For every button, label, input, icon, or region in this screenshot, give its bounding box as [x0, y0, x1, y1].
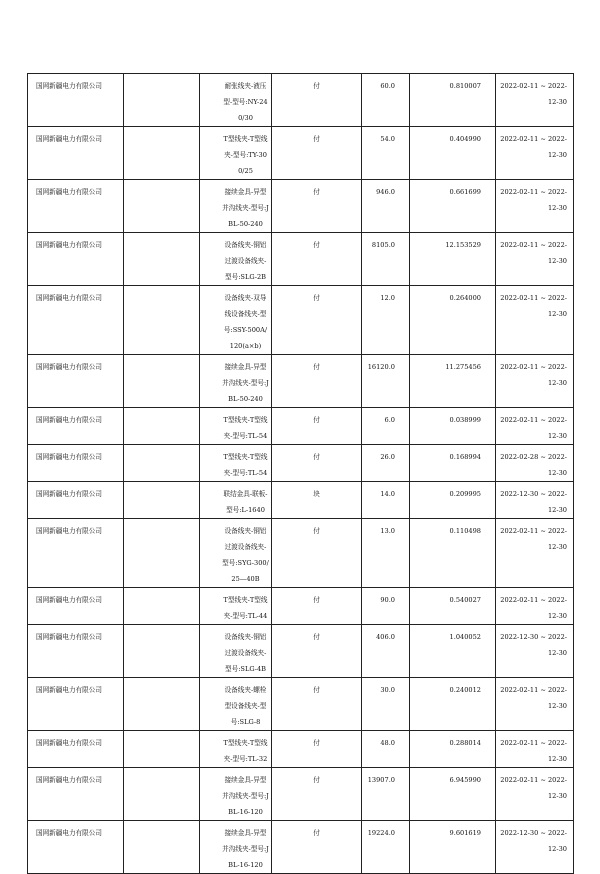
amount-cell: 0.240012 — [410, 678, 496, 731]
period-cell: 2022-02-11 ~ 2022-12-30 — [496, 519, 574, 588]
quantity-cell: 26.0 — [362, 445, 410, 482]
blank-cell — [124, 731, 200, 768]
unit-cell: 付 — [272, 519, 362, 588]
amount-cell: 1.040052 — [410, 625, 496, 678]
document-page — [27, 73, 573, 874]
table-row — [28, 180, 574, 233]
item-name-cell: 接续金具-异型并沟线夹-型号:JBL-16-120 — [200, 821, 272, 874]
table-row — [28, 355, 574, 408]
item-name-cell: T型线夹-T型线夹-型号:TL-54 — [200, 445, 272, 482]
period-cell: 2022-02-11 ~ 2022-12-30 — [496, 408, 574, 445]
item-name-cell: 接续金具-异型并沟线夹-型号:JBL-50-240 — [200, 180, 272, 233]
company-cell: 国网新疆电力有限公司 — [28, 286, 124, 355]
blank-cell — [124, 180, 200, 233]
item-name-cell: 耐张线夹-液压型-型号:NY-240/30 — [200, 74, 272, 127]
table-row — [28, 519, 574, 588]
item-name-cell: T型线夹-T型线夹-型号:TL-44 — [200, 588, 272, 625]
table-row — [28, 588, 574, 625]
company-cell: 国网新疆电力有限公司 — [28, 408, 124, 445]
quantity-cell: 54.0 — [362, 127, 410, 180]
period-cell: 2022-02-11 ~ 2022-12-30 — [496, 127, 574, 180]
period-cell: 2022-12-30 ~ 2022-12-30 — [496, 821, 574, 874]
company-cell: 国网新疆电力有限公司 — [28, 355, 124, 408]
company-cell: 国网新疆电力有限公司 — [28, 127, 124, 180]
blank-cell — [124, 445, 200, 482]
table-row — [28, 768, 574, 821]
amount-cell: 0.209995 — [410, 482, 496, 519]
period-cell: 2022-02-11 ~ 2022-12-30 — [496, 768, 574, 821]
amount-cell: 0.038999 — [410, 408, 496, 445]
unit-cell: 付 — [272, 286, 362, 355]
table-row — [28, 445, 574, 482]
table-row — [28, 625, 574, 678]
quantity-cell: 30.0 — [362, 678, 410, 731]
period-cell: 2022-02-11 ~ 2022-12-30 — [496, 355, 574, 408]
amount-cell: 9.601619 — [410, 821, 496, 874]
table-row — [28, 821, 574, 874]
period-cell: 2022-02-11 ~ 2022-12-30 — [496, 588, 574, 625]
unit-cell: 付 — [272, 355, 362, 408]
quantity-cell: 12.0 — [362, 286, 410, 355]
period-cell: 2022-02-11 ~ 2022-12-30 — [496, 678, 574, 731]
amount-cell: 6.945990 — [410, 768, 496, 821]
blank-cell — [124, 768, 200, 821]
unit-cell: 付 — [272, 588, 362, 625]
unit-cell: 付 — [272, 768, 362, 821]
table-row — [28, 286, 574, 355]
blank-cell — [124, 355, 200, 408]
blank-cell — [124, 408, 200, 445]
quantity-cell: 13907.0 — [362, 768, 410, 821]
company-cell: 国网新疆电力有限公司 — [28, 74, 124, 127]
company-cell: 国网新疆电力有限公司 — [28, 180, 124, 233]
item-name-cell: 设备线夹-铜铝过渡设备线夹-型号:SYG-300/25—40B — [200, 519, 272, 588]
blank-cell — [124, 678, 200, 731]
quantity-cell: 90.0 — [362, 588, 410, 625]
period-cell: 2022-12-30 ~ 2022-12-30 — [496, 625, 574, 678]
item-name-cell: 设备线夹-铜铝过渡设备线夹-型号:SLG-2B — [200, 233, 272, 286]
amount-cell: 11.275456 — [410, 355, 496, 408]
unit-cell: 付 — [272, 445, 362, 482]
item-name-cell: T型线夹-T型线夹-型号:TL-32 — [200, 731, 272, 768]
amount-cell: 0.110498 — [410, 519, 496, 588]
unit-cell: 付 — [272, 180, 362, 233]
blank-cell — [124, 74, 200, 127]
table-body — [28, 74, 574, 874]
blank-cell — [124, 233, 200, 286]
quantity-cell: 48.0 — [362, 731, 410, 768]
quantity-cell: 6.0 — [362, 408, 410, 445]
item-name-cell: 接续金具-异型并沟线夹-型号:JBL-50-240 — [200, 355, 272, 408]
blank-cell — [124, 482, 200, 519]
table-row — [28, 408, 574, 445]
quantity-cell: 13.0 — [362, 519, 410, 588]
quantity-cell: 19224.0 — [362, 821, 410, 874]
unit-cell: 付 — [272, 408, 362, 445]
table-row — [28, 233, 574, 286]
unit-cell: 付 — [272, 731, 362, 768]
item-name-cell: T型线夹-T型线夹-型号:TY-300/25 — [200, 127, 272, 180]
unit-cell: 块 — [272, 482, 362, 519]
procurement-table — [27, 73, 574, 874]
quantity-cell: 16120.0 — [362, 355, 410, 408]
amount-cell: 0.288014 — [410, 731, 496, 768]
period-cell: 2022-02-11 ~ 2022-12-30 — [496, 731, 574, 768]
amount-cell: 0.264000 — [410, 286, 496, 355]
item-name-cell: 设备线夹-双导线设备线夹-型号:SSY-500A/120(a×b) — [200, 286, 272, 355]
blank-cell — [124, 821, 200, 874]
table-row — [28, 482, 574, 519]
company-cell: 国网新疆电力有限公司 — [28, 588, 124, 625]
period-cell: 2022-02-28 ~ 2022-12-30 — [496, 445, 574, 482]
amount-cell: 0.810007 — [410, 74, 496, 127]
company-cell: 国网新疆电力有限公司 — [28, 678, 124, 731]
company-cell: 国网新疆电力有限公司 — [28, 625, 124, 678]
table-row — [28, 731, 574, 768]
unit-cell: 付 — [272, 233, 362, 286]
period-cell: 2022-02-11 ~ 2022-12-30 — [496, 180, 574, 233]
company-cell: 国网新疆电力有限公司 — [28, 821, 124, 874]
blank-cell — [124, 127, 200, 180]
unit-cell: 付 — [272, 625, 362, 678]
company-cell: 国网新疆电力有限公司 — [28, 768, 124, 821]
amount-cell: 0.540027 — [410, 588, 496, 625]
company-cell: 国网新疆电力有限公司 — [28, 519, 124, 588]
quantity-cell: 8105.0 — [362, 233, 410, 286]
unit-cell: 付 — [272, 127, 362, 180]
quantity-cell: 14.0 — [362, 482, 410, 519]
blank-cell — [124, 519, 200, 588]
company-cell: 国网新疆电力有限公司 — [28, 233, 124, 286]
quantity-cell: 946.0 — [362, 180, 410, 233]
unit-cell: 付 — [272, 74, 362, 127]
blank-cell — [124, 286, 200, 355]
blank-cell — [124, 625, 200, 678]
period-cell: 2022-02-11 ~ 2022-12-30 — [496, 74, 574, 127]
item-name-cell: 联结金具-联板-型号:L-1640 — [200, 482, 272, 519]
unit-cell: 付 — [272, 821, 362, 874]
amount-cell: 12.153529 — [410, 233, 496, 286]
company-cell: 国网新疆电力有限公司 — [28, 445, 124, 482]
blank-cell — [124, 588, 200, 625]
item-name-cell: 设备线夹-铜铝过渡设备线夹-型号:SLG-4B — [200, 625, 272, 678]
quantity-cell: 60.0 — [362, 74, 410, 127]
unit-cell: 付 — [272, 678, 362, 731]
company-cell: 国网新疆电力有限公司 — [28, 482, 124, 519]
period-cell: 2022-12-30 ~ 2022-12-30 — [496, 482, 574, 519]
item-name-cell: 设备线夹-螺栓型设备线夹-型号:SLG-8 — [200, 678, 272, 731]
item-name-cell: 接续金具-异型并沟线夹-型号:JBL-16-120 — [200, 768, 272, 821]
table-row — [28, 74, 574, 127]
period-cell: 2022-02-11 ~ 2022-12-30 — [496, 233, 574, 286]
table-row — [28, 127, 574, 180]
table-row — [28, 678, 574, 731]
amount-cell: 0.168994 — [410, 445, 496, 482]
period-cell: 2022-02-11 ~ 2022-12-30 — [496, 286, 574, 355]
amount-cell: 0.661699 — [410, 180, 496, 233]
quantity-cell: 406.0 — [362, 625, 410, 678]
amount-cell: 0.404990 — [410, 127, 496, 180]
item-name-cell: T型线夹-T型线夹-型号:TL-54 — [200, 408, 272, 445]
company-cell: 国网新疆电力有限公司 — [28, 731, 124, 768]
